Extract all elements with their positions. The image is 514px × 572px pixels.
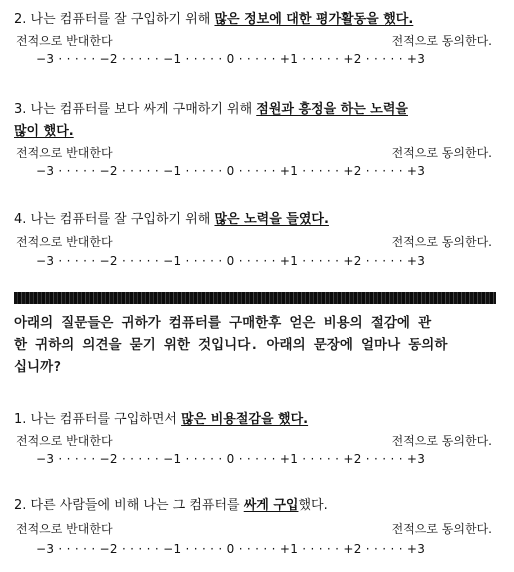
question-s1-3 [14, 98, 408, 117]
agree-label: 전적으로 동의한다. [391, 434, 492, 448]
question-emphasis: 싸게 구입 [243, 498, 299, 513]
agree-label: 전적으로 동의한다. [391, 235, 492, 249]
question-text: 2. 다른 사람들에 비해 나는 그 컴퓨터를 [14, 498, 244, 513]
question-suffix: 했다. [298, 498, 328, 513]
instruction-line-1: 아래의 질문들은 귀하가 컴퓨터를 구매한후 얻은 비용의 절감에 관 [14, 315, 432, 331]
rating-scale[interactable]: −3 · · · · · −2 · · · · · −1 · · · · · 0 · · · · · +1 · · · · · +2 · · · · · +3 [36, 254, 426, 268]
rating-scale[interactable]: −3 · · · · · −2 · · · · · −1 · · · · · 0 · · · · · +1 · · · · · +2 · · · · · +3 [36, 542, 426, 556]
question-text: 4. 나는 컴퓨터를 잘 구입하기 위해 [14, 212, 215, 227]
rating-scale[interactable]: −3 · · · · · −2 · · · · · −1 · · · · · 0 · · · · · +1 · · · · · +2 · · · · · +3 [36, 452, 426, 466]
question-text: 3. 나는 컴퓨터를 보다 싸게 구매하기 위해 [14, 102, 257, 117]
disagree-label: 전적으로 반대한다 [16, 522, 113, 536]
question-s1-2 [14, 8, 413, 27]
question-text: 2. 나는 컴퓨터를 잘 구입하기 위해 [14, 12, 215, 27]
section-divider-bar [14, 292, 496, 304]
question-text: 1. 나는 컴퓨터를 구입하면서 [14, 412, 182, 427]
instruction-paragraph [14, 312, 500, 378]
question-s1-4 [14, 208, 329, 227]
agree-label: 전적으로 동의한다. [391, 522, 492, 536]
question-s2-2 [14, 494, 328, 513]
question-emphasis: 많은 노력을 들였다. [214, 212, 329, 227]
disagree-label: 전적으로 반대한다 [16, 235, 113, 249]
instruction-line-2: 한 귀하의 의견을 묻기 위한 것입니다. 아래의 문장에 얼마나 동의하 [14, 337, 448, 353]
agree-label: 전적으로 동의한다. [391, 146, 492, 160]
disagree-label: 전적으로 반대한다 [16, 434, 113, 448]
question-emphasis: 많은 비용절감을 했다. [181, 412, 309, 427]
instruction-line-3: 십니까? [14, 359, 62, 375]
agree-label: 전적으로 동의한다. [391, 34, 492, 48]
question-emphasis: 점원과 흥정을 하는 노력을 [256, 102, 408, 117]
rating-scale[interactable]: −3 · · · · · −2 · · · · · −1 · · · · · 0 · · · · · +1 · · · · · +2 · · · · · +3 [36, 52, 426, 66]
rating-scale[interactable]: −3 · · · · · −2 · · · · · −1 · · · · · 0 · · · · · +1 · · · · · +2 · · · · · +3 [36, 164, 426, 178]
question-s1-3-cont [14, 120, 74, 139]
question-s2-1 [14, 408, 308, 427]
question-emphasis: 많은 정보에 대한 평가활동을 했다. [214, 12, 414, 27]
disagree-label: 전적으로 반대한다 [16, 146, 113, 160]
question-emphasis-cont: 많이 했다. [14, 124, 74, 139]
disagree-label: 전적으로 반대한다 [16, 34, 113, 48]
